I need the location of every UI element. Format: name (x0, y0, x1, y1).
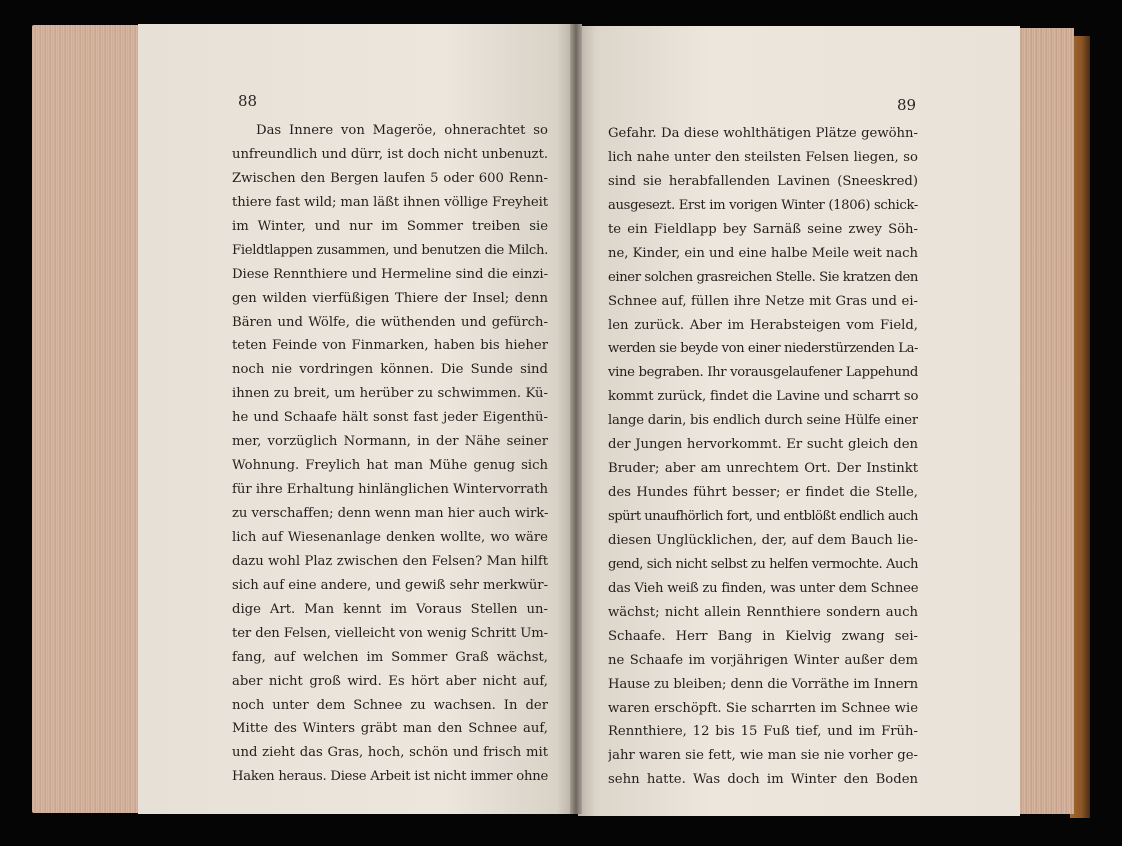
text-line: Schnee auf, füllen ihre Netze mit Gras und ei- (608, 293, 918, 309)
text-line: noch unter dem Schnee zu wachsen. In der (232, 697, 548, 713)
text-line: spürt unaufhörlich fort, und entblößt endlich auch (608, 509, 918, 524)
text-line: Haken heraus. Diese Arbeit ist nicht immer ohne (232, 769, 548, 785)
text-line: unfreundlich und dürr, ist doch nicht unbenuzt. (232, 146, 548, 162)
text-line: dige Art. Man kennt im Voraus Stellen un- (232, 601, 548, 617)
text-line: sehn hatte. Was doch im Winter den Boden (608, 772, 918, 788)
text-line: im Winter, und nur im Sommer treiben sie (232, 218, 548, 234)
text-line: jahr waren sie fett, wie man sie nie vorher ge- (608, 748, 918, 764)
left-page-number: 88 (238, 92, 258, 110)
text-line: Bären und Wölfe, die wüthenden und gefürch- (232, 314, 548, 330)
text-line: Schaafe. Herr Bang in Kielvig zwang sei- (608, 628, 918, 644)
text-line: vine begraben. Ihr vorausgelaufener Lappehund (608, 365, 918, 381)
text-line: lange darin, bis endlich durch seine Hülfe einer (608, 413, 918, 429)
text-line: sich auf eine andere, und gewiß sehr merkwür- (232, 577, 548, 593)
right-page-text (608, 122, 918, 792)
text-line: teten Feinde von Finmarken, haben bis hieher (232, 338, 548, 354)
text-line: Hause zu bleiben; denn die Vorräthe im Innern (608, 676, 918, 692)
text-line: thiere fast wild; man läßt ihnen völlige Freyheit (232, 194, 548, 210)
text-line: der Jungen hervorkommt. Er sucht gleich den (608, 437, 918, 453)
right-page-number: 89 (897, 96, 917, 114)
text-line: Zwischen den Bergen laufen 5 oder 600 Renn- (232, 170, 548, 186)
text-line: ausgesezt. Erst im vorigen Winter (1806) schick- (608, 197, 918, 213)
text-line: Diese Rennthiere und Hermeline sind die einzi- (232, 266, 548, 282)
book-gutter (570, 24, 582, 814)
text-line: und zieht das Gras, hoch, schön und frisch mit (232, 745, 548, 761)
text-line: te ein Fieldlapp bey Sarnäß seine zwey Söh- (608, 221, 918, 237)
text-line: für ihre Erhaltung hinlänglichen Wintervorrath (232, 482, 548, 498)
book-edge-left (32, 25, 140, 813)
text-line: das Vieh weiß zu finden, was unter dem Schnee (608, 580, 918, 596)
text-line: wächst; nicht allein Rennthiere sondern auch (608, 604, 918, 620)
text-line: ihnen zu breit, um herüber zu schwimmen. Kü- (232, 386, 548, 402)
text-line: noch nie vordringen können. Die Sunde sind (232, 362, 548, 378)
text-line: diesen Unglücklichen, der, auf dem Bauch lie- (608, 532, 918, 548)
text-line: Rennthiere, 12 bis 15 Fuß tief, und im Früh- (608, 724, 918, 740)
text-line: Bruder; aber am unrechtem Ort. Der Instinkt (608, 461, 918, 477)
text-line: lich nahe unter den steilsten Felsen liegen, so (608, 149, 918, 165)
text-line: he und Schaafe hält sonst fast jeder Eigenthü- (232, 410, 548, 426)
text-line: Das Innere von Mageröe, ohnerachtet so (256, 123, 548, 138)
text-line: gend, sich nicht selbst zu helfen vermochte. Auch (608, 556, 918, 572)
text-line: einer solchen grasreichen Stelle. Sie kratzen den (608, 269, 918, 285)
text-line: ne, Kinder, ein und eine halbe Meile weit nach (608, 245, 918, 261)
text-line: werden sie beyde von einer niederstürzenden La- (608, 341, 918, 357)
text-line: dazu wohl Plaz zwischen den Felsen? Man hilft (232, 553, 548, 569)
left-page-text (232, 119, 548, 789)
text-line: waren erschöpft. Sie scharrten im Schnee wie (608, 700, 918, 716)
book-edge-right (1018, 28, 1074, 814)
text-line: Fieldtlappen zusammen, und benutzen die Milch. (232, 242, 548, 258)
text-line: des Hundes führt besser; er findet die Stelle, (608, 485, 918, 501)
text-line: fang, auf welchen im Sommer Graß wächst, (232, 649, 548, 665)
text-line: Wohnung. Freylich hat man Mühe genug sich (232, 458, 548, 474)
text-line: kommt zurück, findet die Lavine und scharrt so (608, 389, 918, 405)
text-line: zu verschaffen; denn wenn man hier auch wirk- (232, 506, 548, 521)
text-line: ne Schaafe im vorjährigen Winter außer dem (608, 652, 918, 668)
text-line: len zurück. Aber im Herabsteigen vom Field, (608, 317, 918, 333)
text-line: aber nicht groß wird. Es hört aber nicht auf, (232, 673, 548, 689)
text-line: ter den Felsen, vielleicht von wenig Schritt Um- (232, 625, 548, 641)
text-line: Gefahr. Da diese wohlthätigen Plätze gewöhn- (608, 126, 918, 141)
text-line: Mitte des Winters gräbt man den Schnee auf, (232, 721, 548, 737)
text-line: mer, vorzüglich Normann, in der Nähe seiner (232, 434, 548, 450)
text-line: gen wilden vierfüßigen Thiere der Insel; denn (232, 290, 548, 306)
text-line: sind sie herabfallenden Lavinen (Sneeskred) (608, 173, 918, 189)
text-line: lich auf Wiesenanlage denken wollte, wo wäre (232, 529, 548, 545)
